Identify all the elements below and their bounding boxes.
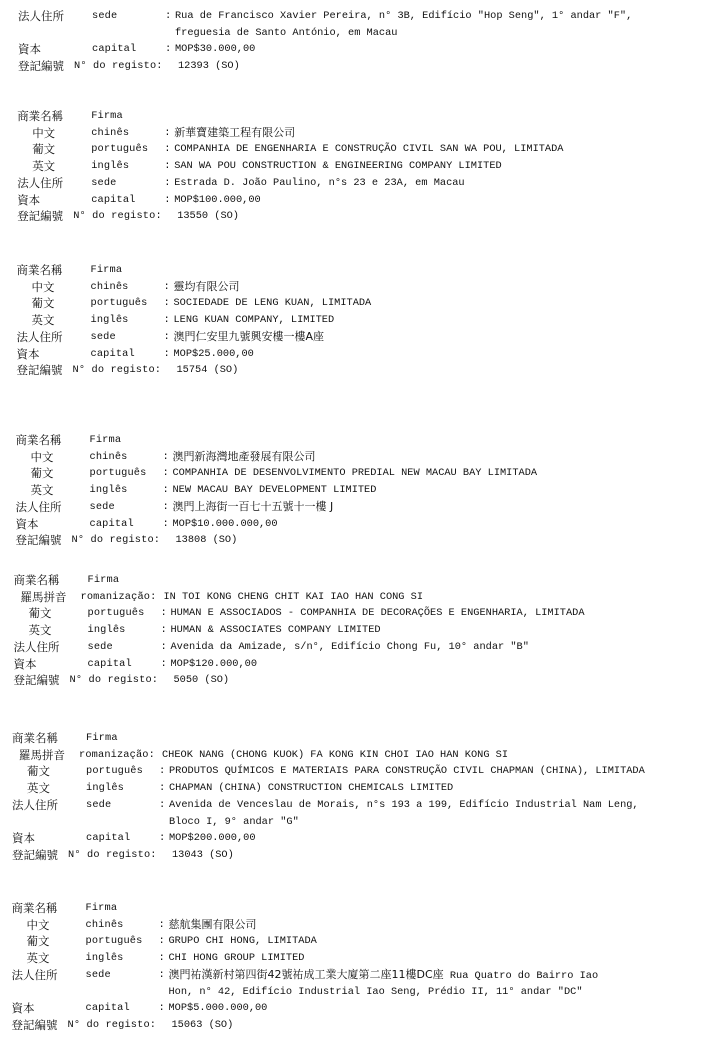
field-label-cn: 英文 [27, 781, 50, 796]
field-value: 新華寶建築工程有限公司 [174, 125, 296, 139]
entry-kv-row [0, 8, 712, 24]
field-label-pt: chinês [85, 918, 124, 931]
entry-kv-row [0, 329, 712, 345]
entry-reg-row [0, 532, 712, 548]
field-value: MOP$100.000,00 [174, 193, 261, 206]
field-separator: : [159, 765, 166, 778]
field-label-cn: 中文 [31, 279, 55, 294]
field-label-pt: inglês [87, 624, 126, 637]
field-value: CHAPMAN (CHINA) CONSTRUCTION CHEMICALS LIMITED [169, 782, 454, 795]
field-label-pt: romanização: [80, 590, 157, 603]
field-value: 靈均有限公司 [173, 279, 240, 293]
field-label-pt: N° do registo: [68, 848, 157, 861]
field-label-cn: 商業名稱 [16, 263, 63, 277]
field-separator: : [160, 624, 167, 637]
registration-number: 12393 (SO) [178, 60, 240, 73]
field-label-pt: capital [91, 193, 136, 206]
entry-kv-row [0, 449, 712, 465]
entry-head-row [0, 108, 712, 124]
field-value: Rua de Francisco Xavier Pereira, n° 3B, Edifício "Hop Seng", 1° andar "F", [175, 10, 633, 22]
entry-reg-row [0, 362, 712, 378]
field-label-cn: 商業名稱 [12, 731, 58, 745]
field-separator: : [158, 918, 165, 931]
field-label-pt: capital [89, 517, 134, 530]
field-separator: : [158, 1002, 165, 1015]
entry-reg-row [0, 672, 712, 688]
field-label-cn: 資本 [18, 42, 41, 57]
field-separator: : [165, 43, 172, 56]
field-label-cn: 資本 [15, 516, 39, 531]
field-separator: : [159, 782, 166, 795]
entry-kv-row [0, 622, 712, 638]
field-separator: : [163, 314, 170, 327]
entry-kv-row [0, 312, 712, 328]
field-value: IN TOI KONG CHENG CHIT KAI IAO HAN CONG SI [163, 590, 424, 603]
field-label-cn: 英文 [32, 159, 56, 174]
field-value: SAN WA POU CONSTRUCTION & ENGINEERING COMPANY LIMITED [174, 160, 502, 173]
field-label-pt: Firma [89, 434, 122, 446]
registration-number: 15063 (SO) [171, 1018, 234, 1031]
field-value: HUMAN E ASSOCIADOS - COMPANHIA DE DECORAÇÕES E ENGENHARIA, LIMITADA [170, 607, 585, 620]
field-separator: : [159, 798, 166, 811]
entry-kv-row [0, 279, 712, 295]
entry-reg-row [0, 58, 712, 74]
field-label-pt: Firma [90, 264, 123, 276]
field-label-cn: 葡文 [32, 142, 56, 157]
registration-number: 13808 (SO) [175, 534, 238, 547]
field-separator: : [164, 176, 171, 189]
field-label-cn: 法人住所 [18, 9, 64, 23]
field-value: 澳門仁安里九號興安樓一樓A座 [173, 329, 325, 343]
field-label-pt: N° do registo: [72, 364, 162, 377]
field-label-pt: chinês [91, 126, 130, 139]
field-label-cn: 法人住所 [16, 329, 63, 344]
field-label-cn: 資本 [12, 831, 35, 846]
field-value: 澳門祐漢新村第四街42號祐成工業大廈第二座11樓DC座 [168, 967, 444, 981]
entry-kv-row [0, 1000, 712, 1016]
field-separator: : [164, 143, 171, 156]
field-separator: : [162, 450, 169, 463]
field-separator: : [160, 640, 167, 653]
field-value: Estrada D. João Paulino, n°s 23 e 23A, em Macau [174, 176, 465, 189]
field-label-pt: português [85, 935, 143, 948]
field-separator: : [163, 347, 170, 360]
field-label-pt: português [86, 765, 143, 778]
field-label-pt: sede [86, 798, 112, 811]
entry-kv-row [0, 917, 712, 933]
field-label-cn: 商業名稱 [15, 433, 62, 447]
field-label-cn: 葡文 [28, 606, 52, 621]
field-separator: : [162, 517, 169, 530]
field-label-pt: português [87, 607, 145, 620]
entry-kv-row [0, 175, 712, 191]
entry-kv-row [0, 747, 712, 763]
entry-kv-row [0, 482, 712, 498]
field-label-cn: 法人住所 [11, 967, 58, 982]
field-label-pt: N° do registo: [67, 1018, 157, 1031]
entry-kv-row [0, 346, 712, 362]
field-label-cn: 登記編號 [17, 209, 64, 224]
entry-kv-row [0, 499, 712, 515]
registration-number: 5050 (SO) [173, 674, 230, 687]
field-value: MOP$200.000,00 [169, 832, 256, 845]
field-label-pt: N° do registo: [71, 534, 161, 547]
field-value: 澳門上海街一百七十五號十一樓 J [172, 499, 334, 513]
entry-kv-row [0, 780, 712, 796]
field-separator: : [158, 952, 165, 965]
field-label-pt: inglês [89, 484, 128, 497]
field-label-cn: 葡文 [31, 296, 55, 311]
field-label-pt: inglês [91, 160, 130, 173]
field-value: MOP$30.000,00 [175, 43, 256, 56]
entry-kv-row [0, 656, 712, 672]
field-value: MOP$25.000,00 [173, 347, 254, 360]
entry-head-row [0, 730, 712, 746]
field-label-pt: capital [86, 832, 131, 845]
field-label-cn: 英文 [30, 483, 54, 498]
field-label-cn: 羅馬拼音 [20, 589, 67, 604]
field-separator: : [159, 832, 166, 845]
field-value: 慈航集團有限公司 [168, 917, 257, 931]
entry-kv-row [0, 933, 712, 949]
field-separator: : [165, 10, 172, 22]
field-label-cn: 登記編號 [18, 59, 64, 74]
entry-kv-row [0, 967, 712, 983]
field-label-pt: N° do registo: [74, 60, 163, 73]
entry-kv-row [0, 639, 712, 655]
field-value: CHEOK NANG (CHONG KUOK) FA KONG KIN CHOI IAO HAN KONG SI [162, 748, 509, 761]
field-separator: : [160, 657, 167, 670]
field-label-pt: Firma [91, 110, 123, 122]
field-label-cn: 中文 [30, 449, 54, 464]
registration-number: 13550 (SO) [177, 210, 239, 223]
field-value: Avenida de Venceslau de Morais, n°s 193 a 199, Edifício Industrial Nam Leng, [169, 798, 639, 811]
field-value: COMPANHIA DE ENGENHARIA E CONSTRUÇÃO CIVIL SAN WA POU, LIMITADA [174, 143, 564, 156]
field-label-cn: 葡文 [26, 934, 50, 949]
entry-kv-row [0, 950, 712, 966]
entry-kv-row [0, 763, 712, 779]
field-separator: : [164, 193, 171, 206]
field-separator: : [162, 500, 169, 513]
field-label-pt: N° do registo: [73, 210, 162, 223]
field-separator: : [163, 330, 170, 343]
field-label-cn: 商業名稱 [13, 573, 60, 587]
field-label-pt: chinês [89, 450, 128, 463]
field-label-pt: inglês [90, 314, 129, 327]
field-label-cn: 資本 [17, 192, 41, 207]
field-separator: : [164, 126, 171, 139]
field-label-cn: 資本 [13, 656, 37, 671]
entry-kv-row [0, 158, 712, 174]
field-separator: : [160, 607, 167, 620]
entry-head-row [0, 262, 712, 278]
field-label-cn: 葡文 [27, 764, 50, 779]
field-value-continued: Bloco I, 9° andar "G" [169, 815, 299, 828]
field-value: SOCIEDADE DE LENG KUAN, LIMITADA [173, 297, 372, 310]
field-label-cn: 法人住所 [12, 797, 58, 812]
entry-head-row [0, 900, 712, 916]
field-value: 澳門新海灣地產發展有限公司 [172, 449, 316, 463]
entry-kv-row [0, 295, 712, 311]
field-separator: : [158, 968, 165, 981]
entry-kv-row [0, 797, 712, 813]
registration-number: 15754 (SO) [176, 364, 239, 377]
field-label-pt: romanização: [79, 748, 155, 761]
field-label-pt: capital [90, 347, 135, 360]
field-value: COMPANHIA DE DESENVOLVIMENTO PREDIAL NEW MACAU BAY LIMITADA [172, 467, 538, 480]
field-label-cn: 英文 [31, 313, 55, 328]
field-label-cn: 羅馬拼音 [19, 747, 65, 762]
entry-kv-row [0, 605, 712, 621]
field-label-pt: chinês [90, 280, 129, 293]
field-value: PRODUTOS QUÍMICOS E MATERIAIS PARA CONSTRUÇÃO CIVIL CHAPMAN (CHINA), LIMITADA [169, 765, 645, 778]
field-label-cn: 登記編號 [16, 363, 63, 378]
entry-kv-row [0, 830, 712, 846]
field-label-pt: português [91, 143, 149, 156]
field-value: MOP$5.000.000,00 [168, 1002, 268, 1015]
entry-cont-row [0, 984, 712, 1000]
entry-kv-row [0, 589, 712, 605]
field-separator: : [163, 280, 170, 293]
field-label-pt: Firma [87, 574, 120, 586]
entry-kv-row [0, 41, 712, 57]
field-label-pt: N° do registo: [69, 674, 159, 687]
entry-kv-row [0, 141, 712, 157]
entry-reg-row [0, 208, 712, 224]
field-value: Avenida da Amizade, s/n°, Edifício Chong Fu, 10° andar "B" [170, 640, 529, 653]
field-label-pt: capital [87, 657, 132, 670]
field-label-pt: Firma [85, 902, 118, 914]
field-label-cn: 中文 [32, 125, 56, 140]
field-label-pt: sede [91, 176, 117, 189]
entry-kv-row [0, 192, 712, 208]
field-value: NEW MACAU BAY DEVELOPMENT LIMITED [172, 484, 377, 497]
field-label-cn: 中文 [26, 917, 50, 932]
field-label-pt: inglês [86, 782, 124, 795]
entry-kv-row [0, 125, 712, 141]
entry-kv-row [0, 465, 712, 481]
field-value: MOP$10.000.000,00 [172, 517, 278, 530]
entry-head-row [0, 572, 712, 588]
field-separator: : [163, 297, 170, 310]
field-separator: : [162, 467, 169, 480]
field-separator: : [162, 484, 169, 497]
field-label-cn: 資本 [11, 1001, 35, 1016]
field-separator: : [158, 935, 165, 948]
field-label-cn: 登記編號 [11, 1017, 58, 1032]
field-label-pt: sede [87, 640, 113, 653]
field-label-pt: português [90, 297, 148, 310]
field-label-pt: capital [92, 43, 137, 56]
field-label-cn: 登記編號 [15, 533, 62, 548]
field-label-cn: 商業名稱 [17, 109, 64, 123]
entry-reg-row [0, 847, 712, 863]
field-value-line [169, 967, 599, 984]
field-label-cn: 英文 [28, 623, 52, 638]
field-label-cn: 英文 [26, 951, 50, 966]
registration-number: 13043 (SO) [172, 848, 234, 861]
field-label-cn: 法人住所 [17, 175, 64, 190]
entry-cont-row [0, 814, 712, 830]
entry-kv-row [0, 516, 712, 532]
entry-head-row [0, 432, 712, 448]
field-label-pt: capital [85, 1002, 130, 1015]
field-value: CHI HONG GROUP LIMITED [168, 952, 305, 965]
field-value-continued: Hon, n° 42, Edifício Industrial Iao Seng, Prédio II, 11° andar "DC" [168, 985, 583, 998]
field-label-cn: 法人住所 [15, 499, 62, 514]
field-label-pt: português [89, 467, 147, 480]
field-value: MOP$120.000,00 [170, 657, 258, 670]
field-label-pt: sede [90, 330, 116, 343]
field-label-pt: Firma [86, 732, 118, 744]
field-label-cn: 登記編號 [13, 673, 60, 688]
entry-cont-row [0, 25, 712, 41]
entry-reg-row [0, 1017, 712, 1033]
field-value-continued: Rua Quatro do Bairro Iao [443, 969, 599, 982]
field-label-cn: 資本 [16, 346, 40, 361]
field-value-continued: freguesia de Santo António, em Macau [175, 26, 398, 39]
field-label-pt: sede [92, 10, 118, 22]
field-label-cn: 登記編號 [12, 847, 58, 862]
field-value: GRUPO CHI HONG, LIMITADA [168, 935, 317, 948]
field-value: HUMAN & ASSOCIATES COMPANY LIMITED [170, 624, 381, 637]
field-separator: : [164, 160, 171, 173]
field-label-pt: sede [89, 500, 115, 513]
field-label-cn: 商業名稱 [11, 901, 58, 915]
field-label-cn: 葡文 [30, 466, 54, 481]
field-label-pt: inglês [85, 952, 124, 965]
field-value: LENG KUAN COMPANY, LIMITED [173, 314, 335, 327]
field-label-cn: 法人住所 [13, 639, 60, 654]
field-label-pt: sede [85, 968, 111, 981]
